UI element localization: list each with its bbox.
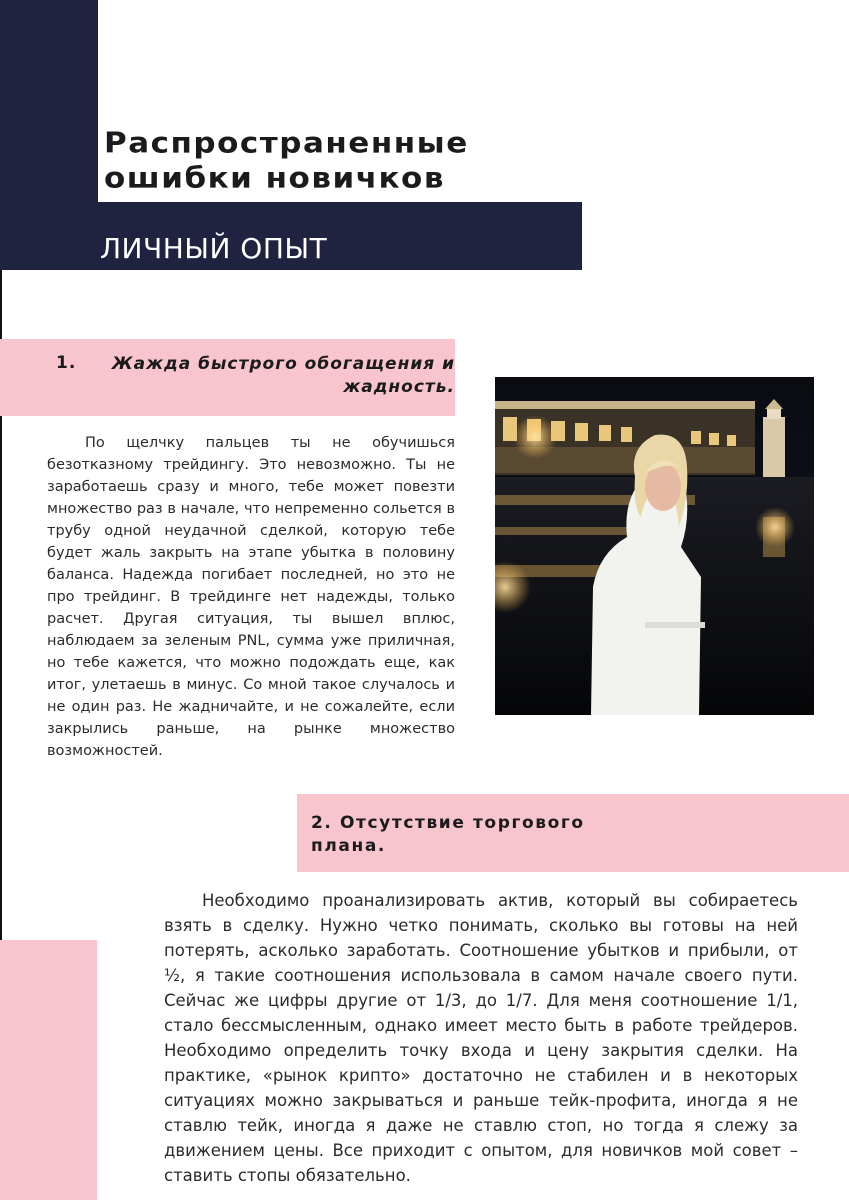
pink-accent-block — [0, 940, 97, 1200]
page-title: Распространенные ошибки новичков — [104, 126, 469, 195]
night-promenade-image — [495, 377, 814, 715]
section1-number: 1. — [56, 353, 77, 373]
section1-heading: Жажда быстрого обогащения и жадность. — [111, 354, 455, 397]
page-subtitle: ЛИЧНЫЙ ОПЫТ — [100, 232, 328, 265]
section1-body: По щелчку пальцев ты не обучишься безотказному трейдингу. Это невозможно. Ты не заработаешь сразу и много, тебе может повезти множество раз в начале, что непременно сольется в трубу одной неудачной сделкой, которую тебе будет жаль закрыть на этапе убытка в половину баланса. Надежда погибает последней, но это не про трейдинг. В трейдинге нет надежды, только расчет. Другая ситуация, ты вышел вплюс, наблюдаем за зеленым PNL, сумма уже приличная, но тебе кажется, что можно подождать еще, как итог, улетаешь в минус. Со мной такое случалось и не один раз. Не жадничайте, и не сожалейте, если закрылись раньше, на рынке множество возможностей. — [47, 435, 455, 759]
section2-body: Необходимо проанализировать актив, который вы собираетесь взять в сделку. Нужно четко понимать, сколько вы готовы на ней потерять, асколько заработать. Соотношение убытков и прибыли, от ½, я такие соотношения использовала в самом начале своего пути. Сейчас же цифры другие от 1/3, до 1/7. Для меня соотношение 1/1, стало бессмысленным, однако имеет место быть в работе трейдеров. Необходимо определить точку входа и цену закрытия сделки. На практике, «рынок крипто» достаточно не стабилен и в некоторых ситуациях можно закрываться и раньше тейк-профита, иногда я не ставлю тейк, иногда я даже не ставлю стоп, но тогда я слежу за движением цены. Все приходит с опытом, для новичков мой совет – ставить стопы обязательно. — [164, 891, 798, 1185]
section2-heading: 2. Отсутствие торгового плана. — [311, 813, 585, 856]
portrait-photo — [495, 377, 814, 715]
